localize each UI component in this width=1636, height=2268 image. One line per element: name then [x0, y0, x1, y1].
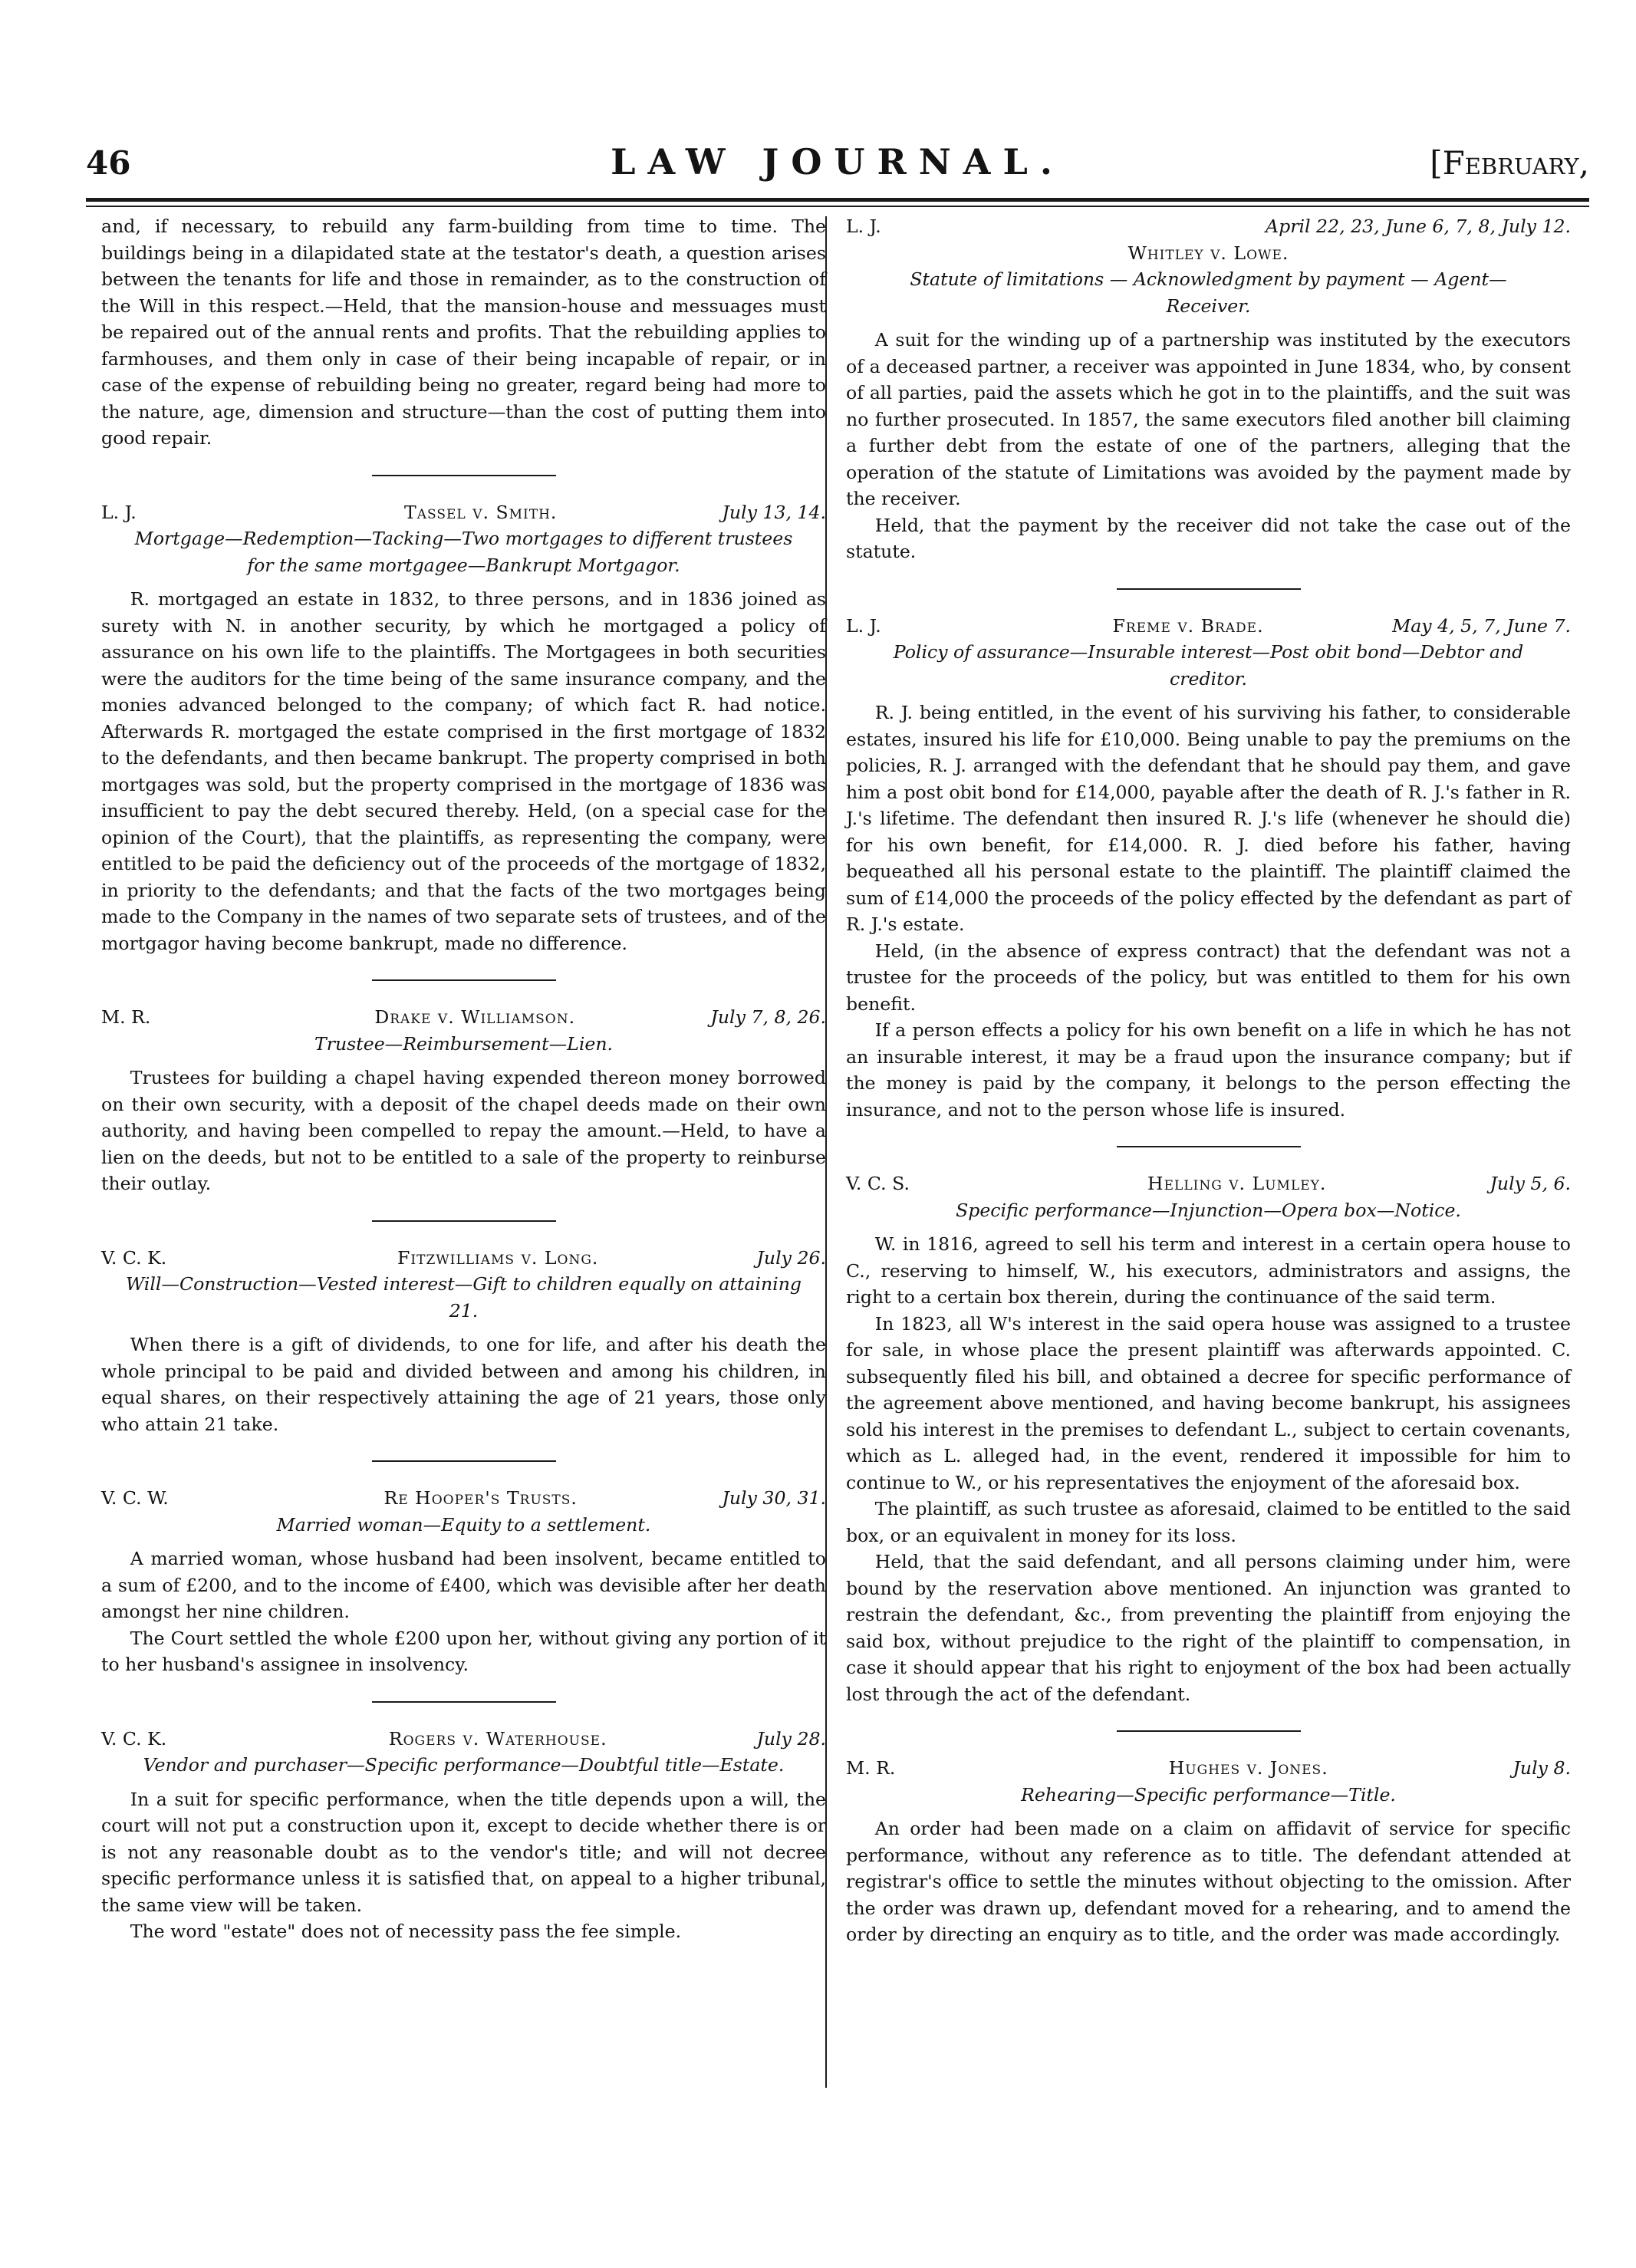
case-separator: [372, 1701, 556, 1703]
journal-title: LAW JOURNAL.: [611, 141, 1065, 183]
case-date: May 4, 5, 7, June 7.: [1392, 614, 1571, 637]
case-text: A suit for the winding up of a partnership was instituted by the executors of a deceased partner, a receiver was appointed in June 1834, who, by consent of all parties, paid the assets which he got in to the plaintiffs, and the suit was no further prosecuted. In 1857, the same executors filed another bill claiming a further debt from the estate of one of the partners, alleging that the operation of the statute of Limitations was avoided by the payment made by the receiver.: [846, 329, 1571, 509]
case-separator: [1117, 1730, 1301, 1732]
court-label: L. J.: [846, 216, 881, 237]
case-header: [846, 613, 1571, 640]
case-hooper: [101, 1485, 826, 1678]
case-header: [101, 1245, 826, 1272]
case-text: When there is a gift of dividends, to one for life, and after his death the whole principal to be paid and divided between and among his children, in equal shares, on their respectively attaining the age of 21 years, those only who attain 21 take.: [101, 1334, 826, 1435]
case-date: July 26.: [756, 1246, 826, 1269]
case-subject: Specific performance—Injunction—Opera box—Notice.: [956, 1199, 1461, 1221]
case-fitzwilliams: [101, 1245, 826, 1438]
court-label: V. C. S.: [846, 1173, 910, 1194]
court-label: V. C. K.: [101, 1727, 167, 1750]
case-text: and, if necessary, to rebuild any farm-building from time to time. The buildings being in a dilapidated state at the testator's death, a question arises between the tenants for life and those in remainder, as to the construction of the Will in this respect.—Held, that the mansion-house and messuages must be repaired out of the annual rents and profits. That the rebuilding applies to farmhouses, and them only in case of their being incapable of repair, or in case of the expense of rebuilding being no greater, regard being had more to the nature, age, dimension and structure—than the cost of putting them into good repair.: [101, 216, 826, 449]
case-rogers: [101, 1726, 826, 1945]
case-subject: Rehearing—Specific performance—Title.: [1021, 1783, 1396, 1806]
case-subject: Trustee—Reimbursement—Lien.: [314, 1032, 614, 1055]
left-column: [101, 213, 826, 1945]
case-header: [101, 1004, 826, 1031]
case-name: Tassel v. Smith.: [403, 501, 558, 523]
case-header: [101, 1726, 826, 1753]
page-number: 46: [86, 144, 131, 182]
case-date: July 7, 8, 26.: [710, 1006, 826, 1028]
case-tassel: [101, 499, 826, 957]
case-separator: [1117, 1146, 1301, 1147]
case-name: Whitley v. Lowe.: [1127, 242, 1289, 264]
case-name: Helling v. Lumley.: [1147, 1173, 1327, 1194]
case-header: [846, 1170, 1571, 1197]
case-hughes: [846, 1755, 1571, 1948]
header-rule-thick: [86, 198, 1589, 202]
case-text: In a suit for specific performance, when the title depends upon a will, the court will not put a construction upon it, except to decide whether there is or is not any reasonable doubt as to the vendor's title; and will not decree specific performance unless it is satisfied that, on appeal to a higher tribunal, the same view will be taken.: [101, 1788, 826, 1916]
case-subject: Married woman—Equity to a settlement.: [276, 1513, 651, 1536]
case-text: Held, (in the absence of express contract) that the defendant was not a trustee for the proceeds of the policy, but was entitled to them for his own benefit.: [846, 940, 1571, 1015]
case-name: Freme v. Brade.: [1112, 614, 1264, 637]
court-label: V. C. W.: [101, 1487, 169, 1509]
case-subject: Statute of limitations — Acknowledgment by payment — Agent—Receiver.: [910, 268, 1507, 317]
court-label: L. J.: [101, 501, 137, 523]
case-helling: [846, 1170, 1571, 1707]
case-date: July 13, 14.: [722, 501, 826, 523]
case-separator: [372, 1460, 556, 1462]
case-header: [846, 1755, 1571, 1782]
case-text: An order had been made on a claim on affidavit of service for specific performance, without any reference as to title. The defendant attended at registrar's office to settle the minutes without objecting to the omission. After the order was drawn up, defendant moved for a rehearing, and to amend the order by directing an enquiry as to title, and the order was made accordingly.: [846, 1818, 1571, 1945]
case-text: A married woman, whose husband had been insolvent, became entitled to a sum of £200, and to the income of £400, which was devisible after her death amongst her nine children.: [101, 1548, 826, 1622]
case-date: July 28.: [756, 1727, 826, 1750]
page-header: [86, 141, 1589, 187]
case-text: The plaintiff, as such trustee as aforesaid, claimed to be entitled to the said box, or an equivalent in money for its loss.: [846, 1498, 1571, 1546]
case-date: July 5, 6.: [1490, 1173, 1571, 1194]
case-subject: Policy of assurance—Insurable interest—Post obit bond—Debtor and creditor.: [893, 641, 1524, 690]
court-label: L. J.: [846, 614, 881, 637]
case-name: Hughes v. Jones.: [1168, 1757, 1328, 1779]
case-text: R. mortgaged an estate in 1832, to three persons, and in 1836 joined as surety with N. in another security, by which he mortgaged a policy of assurance on his own life to the plaintiffs. The Mortgagees in both securities were the auditors for the time being of the same insurance company, and the monies advanced belonged to the company; of which fact R. had notice. Afterwards R. mortgaged the estate comprised in the first mortgage of 1832 to the defendants, and then became bankrupt. The property comprised in both mortgages was sold, but the property comprised in the mortgage of 1836 was insufficient to pay the debt secured thereby. Held, (on a special case for the opinion of the Court), that the plaintiffs, as representing the company, were entitled to be paid the deficiency out of the proceeds of the mortgage of 1832, in priority to the defendants; and that the facts of the two mortgages being made to the Company in the names of two separate sets of trustees, and of the mortgagor having become bankrupt, made no difference.: [101, 588, 826, 954]
case-freme: [846, 613, 1571, 1124]
case-text: The word "estate" does not of necessity pass the fee simple.: [130, 1921, 682, 1942]
case-date: July 30, 31.: [722, 1487, 826, 1509]
case-name: Rogers v. Waterhouse.: [388, 1727, 607, 1750]
case-text: Held, that the payment by the receiver did not take the case out of the statute.: [846, 514, 1571, 562]
case-separator: [372, 1220, 556, 1222]
case-text: R. J. being entitled, in the event of his surviving his father, to considerable estates, insured his life for £10,000. Being unable to pay the premiums on the policies, R. J. arranged with the defendant that he should pay them, and gave him a post obit bond for £14,000, payable after the death of R. J.'s father in R. J.'s lifetime. The defendant then insured R. J.'s life (whenever he should die) for his own benefit, for £14,000. R. J. died before his father, having bequeathed all his personal estate to the plaintiff. The plaintiff claimed the sum of £14,000 the proceeds of the policy effected by the defendant as part of R. J.'s estate.: [846, 702, 1571, 935]
case-continued: [101, 213, 826, 452]
case-header: [101, 499, 826, 526]
case-name: Drake v. Williamson.: [374, 1006, 576, 1028]
case-text: Trustees for building a chapel having expended thereon money borrowed on their own security, with a deposit of the chapel deeds made on their own authority, and having been compelled to repay the amount.—Held, to have a lien on the deeds, but not to be entitled to a sale of the property to reinburse their outlay.: [101, 1067, 826, 1194]
case-header: [846, 213, 1571, 240]
court-label: M. R.: [846, 1757, 896, 1779]
case-subject: Will—Construction—Vested interest—Gift to children equally on attaining 21.: [125, 1273, 802, 1322]
case-drake: [101, 1004, 826, 1197]
right-column: [846, 213, 1571, 1948]
case-text: The Court settled the whole £200 upon her, without giving any portion of it to her husband's assignee in insolvency.: [101, 1627, 826, 1675]
header-rule-thin: [86, 206, 1589, 207]
case-name: Re Hooper's Trusts.: [383, 1487, 578, 1509]
court-label: M. R.: [101, 1006, 151, 1028]
case-separator: [372, 475, 556, 476]
case-name: Fitzwilliams v. Long.: [397, 1246, 599, 1269]
case-whitley: [846, 213, 1571, 565]
case-separator: [372, 979, 556, 981]
case-subject: Mortgage—Redemption—Tacking—Two mortgages to different trustees for the same mortgagee—Bankrupt Mortgagor.: [134, 528, 793, 576]
case-text: If a person effects a policy for his own benefit on a life in which he has not an insurable interest, it may be a fraud upon the insurance company; but if the money is paid by the company, it belongs to the person effecting the insurance, and not to the person whose life is insured.: [846, 1019, 1571, 1121]
court-label: V. C. K.: [101, 1246, 167, 1269]
case-date: April 22, 23, June 6, 7, 8, July 12.: [1266, 216, 1571, 237]
case-text: Held, that the said defendant, and all persons claiming under him, were bound by the reservation above mentioned. An injunction was granted to restrain the defendant, &c., from preventing the plaintiff from enjoying the said box, without prejudice to the right of the plaintiff to compensation, in case it should appear that his right to enjoyment of the box had been actually lost through the act of the defendant.: [846, 1551, 1571, 1705]
case-separator: [1117, 588, 1301, 590]
case-text: W. in 1816, agreed to sell his term and interest in a certain opera house to C., reserving to himself, W., his executors, administrators and assigns, the right to a certain box therein, during the continuance of the said term.: [846, 1233, 1571, 1308]
case-text: In 1823, all W's interest in the said opera house was assigned to a trustee for sale, in whose place the present plaintiff was afterwards appointed. C. subsequently filed his bill, and obtained a decree for specific performance of the agreement above mentioned, and having become bankrupt, his assignees sold his interest in the premises to defendant L., subject to certain covenants, which as L. alleged had, in the event, rendered it impossible for him to continue to W., or his representatives the enjoyment of the aforesaid box.: [846, 1312, 1571, 1493]
month-heading: [February,: [1430, 144, 1589, 182]
case-header: [101, 1485, 826, 1512]
case-date: July 8.: [1513, 1757, 1571, 1779]
case-subject: Vendor and purchaser—Specific performance—Doubtful title—Estate.: [143, 1754, 785, 1776]
